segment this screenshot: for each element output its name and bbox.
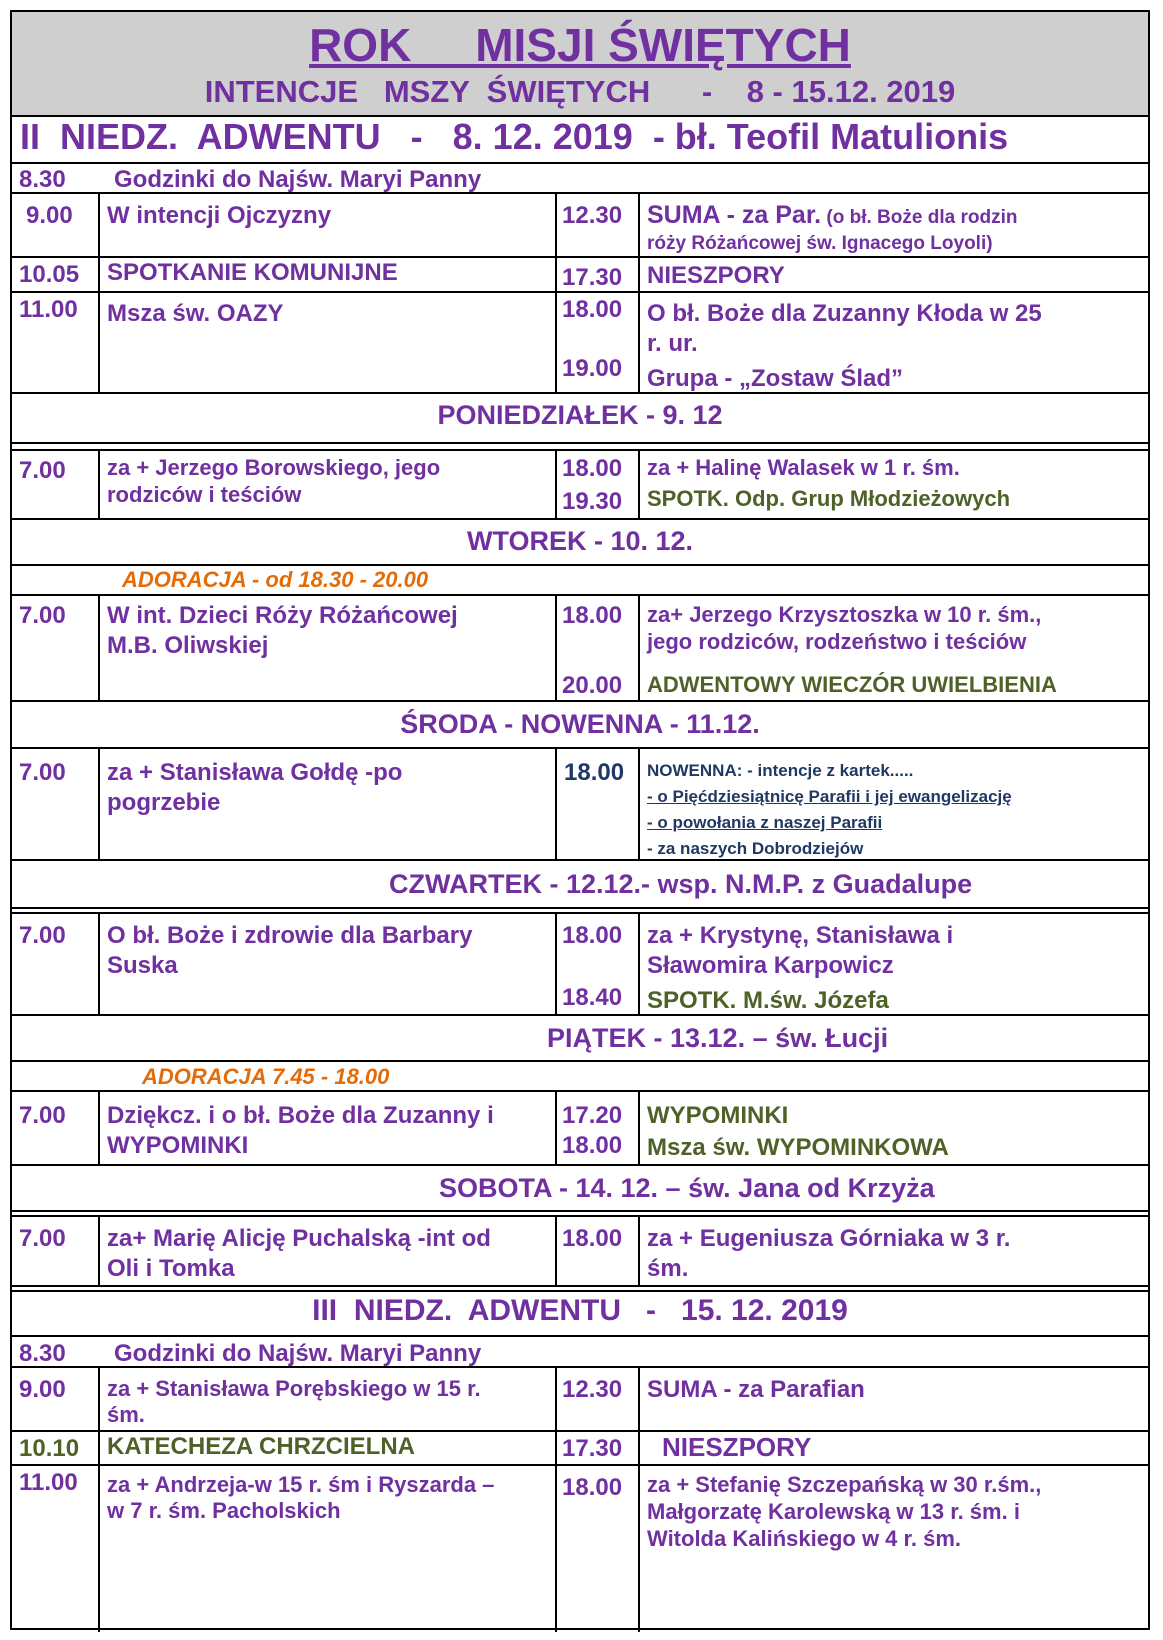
event-time: 19.00: [562, 355, 623, 382]
mass-intention: SUMA - za Par. (o bł. Boże dla rodzin: [647, 201, 1018, 229]
column-divider: [98, 1366, 100, 1632]
mass-intention: za + Halinę Walasek w 1 r. śm.: [647, 455, 960, 480]
mass-time: 18.00: [562, 1474, 623, 1501]
mass-intention: W int. Dzieci Róży Różańcowej: [107, 602, 458, 629]
mass-time: 7.00: [19, 602, 66, 629]
mass-intention-continued: Suska: [107, 952, 178, 979]
divider: [12, 291, 1148, 293]
mass-intention: SUMA - za Parafian: [647, 1376, 865, 1403]
mass-time: 11.00: [19, 296, 78, 323]
event-label: NIESZPORY: [662, 1432, 812, 1462]
mass-time: 7.00: [19, 1102, 66, 1129]
column-divider: [638, 449, 640, 518]
divider: [12, 912, 1148, 914]
mass-intention-continued: Witolda Kalińskiego w 4 r. śm.: [647, 1526, 961, 1551]
mass-intention: O bł. Boże i zdrowie dla Barbary: [107, 922, 473, 949]
mass-time: 12.30: [562, 202, 623, 229]
schedule-sheet: [10, 10, 1150, 1630]
event-time: 20.00: [562, 672, 623, 699]
adoration-note: ADORACJA - od 18.30 - 20.00: [122, 567, 429, 592]
divider: [12, 1014, 1148, 1016]
mass-time: 18.00: [562, 1132, 623, 1159]
event-label: NIESZPORY: [647, 262, 785, 289]
event-label: Grupa - „Zostaw Ślad”: [647, 365, 904, 392]
mass-intention-continued: M.B. Oliwskiej: [107, 632, 269, 659]
column-divider: [638, 1366, 640, 1632]
column-divider: [98, 912, 100, 1014]
divider: [12, 1090, 1148, 1092]
event-label: SPOTKANIE KOMUNIJNE: [107, 259, 398, 286]
mass-time: 18.00: [562, 602, 623, 629]
mass-time: 9.00: [19, 1376, 66, 1403]
divider: [12, 1215, 1148, 1217]
mass-time: 17.30: [562, 1435, 623, 1462]
mass-time: 18.00: [564, 759, 625, 786]
mass-time: 9.00: [26, 202, 73, 229]
mass-intention: Godzinki do Najśw. Maryi Panny: [114, 166, 482, 193]
novena-intention: - o Pięćdziesiątnicę Parafii i jej ewangelizację: [647, 787, 1012, 806]
divider: [12, 518, 1148, 520]
divider: [12, 1210, 1148, 1212]
divider: [12, 564, 1148, 566]
wednesday-title: ŚRODA - NOWENNA - 11.12.: [400, 709, 760, 739]
divider: [12, 1464, 1148, 1466]
mass-intention-continued: śm.: [107, 1402, 145, 1427]
divider: [12, 747, 1148, 749]
mass-time: 7.00: [19, 1225, 66, 1252]
event-label: WYPOMINKI: [647, 1102, 789, 1129]
mass-intention: za + Stanisława Porębskiego w 15 r.: [107, 1376, 481, 1401]
event-label: SPOTK. Odp. Grup Młodzieżowych: [647, 486, 1011, 511]
mass-time: 7.00: [19, 457, 66, 484]
tuesday-title: WTOREK - 10. 12.: [466, 526, 694, 556]
mass-time: 11.00: [19, 1469, 78, 1496]
column-divider: [555, 594, 557, 700]
divider: [12, 162, 1148, 164]
column-divider: [638, 747, 640, 859]
divider: [12, 192, 1148, 194]
mass-intention: za + Stanisława Gołdę -po: [107, 759, 403, 786]
mass-time: 18.00: [562, 1225, 623, 1252]
divider: [12, 594, 1148, 596]
mass-time: 10.05: [19, 261, 80, 288]
mass-intention: Msza św. OAZY: [107, 300, 284, 327]
mass-intention: za+ Jerzego Krzysztoszka w 10 r. śm.,: [647, 602, 1042, 627]
mass-intention: W intencji Ojczyzny: [107, 202, 332, 229]
column-divider: [638, 1090, 640, 1164]
divider: [12, 859, 1148, 861]
event-time: 19.30: [562, 488, 623, 515]
divider: [12, 1290, 1148, 1292]
mass-time: 7.00: [19, 759, 66, 786]
mass-intention-continued: w 7 r. śm. Pacholskich: [107, 1498, 341, 1523]
mass-intention-continued: Oli i Tomka: [107, 1255, 235, 1282]
mass-intention-continued: jego rodziców, rodzeństwo i teściów: [647, 629, 1027, 654]
page-title: ROK MISJI ŚWIĘTYCH: [309, 19, 851, 71]
adoration-note: ADORACJA 7.45 - 18.00: [142, 1064, 390, 1089]
mass-time: 18.00: [562, 296, 623, 323]
event-label: Msza św. WYPOMINKOWA: [647, 1134, 949, 1161]
column-divider: [638, 1215, 640, 1285]
event-label: KATECHEZA CHRZCIELNA: [107, 1433, 415, 1460]
column-divider: [555, 747, 557, 859]
divider: [12, 907, 1148, 909]
mass-time: 12.30: [562, 1376, 623, 1403]
thursday-title: CZWARTEK - 12.12.- wsp. N.M.P. z Guadalupe: [389, 869, 973, 899]
mass-intention-continued: rodziców i teściów: [107, 482, 302, 507]
event-time: 17.20: [562, 1102, 623, 1129]
mass-intention: za + Stefanię Szczepańską w 30 r.śm.,: [647, 1472, 1042, 1497]
mass-time: 7.00: [19, 922, 66, 949]
event-time: 10.10: [19, 1435, 80, 1462]
column-divider: [98, 594, 100, 700]
divider: [12, 1164, 1148, 1166]
column-divider: [98, 1215, 100, 1285]
divider: [12, 449, 1148, 451]
mass-intention-continued: śm.: [647, 1255, 689, 1282]
divider: [12, 1335, 1148, 1337]
event-label: ADWENTOWY WIECZÓR UWIELBIENIA: [647, 672, 1057, 697]
novena-intention: - za naszych Dobrodziejów: [647, 839, 864, 858]
mass-intention: za + Andrzeja-w 15 r. śm i Ryszarda –: [107, 1472, 495, 1497]
mass-intention-continued: r. ur.: [647, 330, 698, 357]
novena-intentions: NOWENNA: - intencje z kartek.....: [647, 761, 914, 780]
divider: [12, 1285, 1148, 1287]
sunday2-title: III NIEDZ. ADWENTU - 15. 12. 2019: [312, 1294, 848, 1327]
column-divider: [638, 594, 640, 700]
column-divider: [98, 1090, 100, 1164]
divider: [12, 1060, 1148, 1062]
column-divider: [98, 449, 100, 518]
event-time: 18.40: [562, 984, 623, 1011]
mass-intention: za + Jerzego Borowskiego, jego: [107, 455, 441, 480]
mass-time: 18.00: [562, 455, 623, 482]
sunday1-title: II NIEDZ. ADWENTU - 8. 12. 2019 - bł. Teofil Matulionis: [20, 116, 1009, 157]
mass-intention: za + Eugeniusza Górniaka w 3 r.: [647, 1225, 1011, 1252]
mass-intention-continued: Sławomira Karpowicz: [647, 952, 894, 979]
divider: [12, 1430, 1148, 1432]
mass-intention: Dziękcz. i o bł. Boże dla Zuzanny i: [107, 1102, 494, 1129]
column-divider: [555, 1090, 557, 1164]
divider: [12, 1366, 1148, 1368]
page-subtitle: INTENCJE MSZY ŚWIĘTYCH - 8 - 15.12. 2019: [204, 74, 956, 109]
friday-title: PIĄTEK - 13.12. – św. Łucji: [547, 1023, 889, 1053]
column-divider: [638, 912, 640, 1014]
mass-time: 18.00: [562, 922, 623, 949]
novena-intention: - o powołania z naszej Parafii: [647, 813, 883, 832]
divider: [12, 256, 1148, 258]
mass-intention-continued: pogrzebie: [107, 789, 221, 816]
divider: [12, 392, 1148, 394]
monday-title: PONIEDZIAŁEK - 9. 12: [437, 400, 723, 430]
mass-time: 8.30: [19, 1340, 66, 1367]
column-divider: [555, 912, 557, 1014]
mass-intention: O bł. Boże dla Zuzanny Kłoda w 25: [647, 300, 1042, 327]
mass-intention-continued: róży Różańcowej św. Ignacego Loyoli): [647, 233, 993, 254]
event-label: SPOTK. M.św. Józefa: [647, 987, 889, 1014]
mass-intention: Godzinki do Najśw. Maryi Panny: [114, 1340, 482, 1367]
saturday-title: SOBOTA - 14. 12. – św. Jana od Krzyża: [439, 1173, 935, 1203]
mass-intention: za+ Marię Alicję Puchalską -int od: [107, 1225, 491, 1252]
mass-time: 8.30: [19, 166, 66, 193]
divider: [12, 442, 1148, 444]
column-divider: [98, 747, 100, 859]
column-divider: [555, 449, 557, 518]
mass-intention: za + Krystynę, Stanisława i: [647, 922, 954, 949]
mass-intention-continued: Małgorzatę Karolewską w 13 r. śm. i: [647, 1499, 1020, 1524]
mass-intention-continued: WYPOMINKI: [107, 1132, 249, 1159]
column-divider: [555, 1215, 557, 1285]
mass-time: 17.30: [562, 264, 623, 291]
column-divider: [555, 1366, 557, 1632]
divider: [12, 700, 1148, 702]
